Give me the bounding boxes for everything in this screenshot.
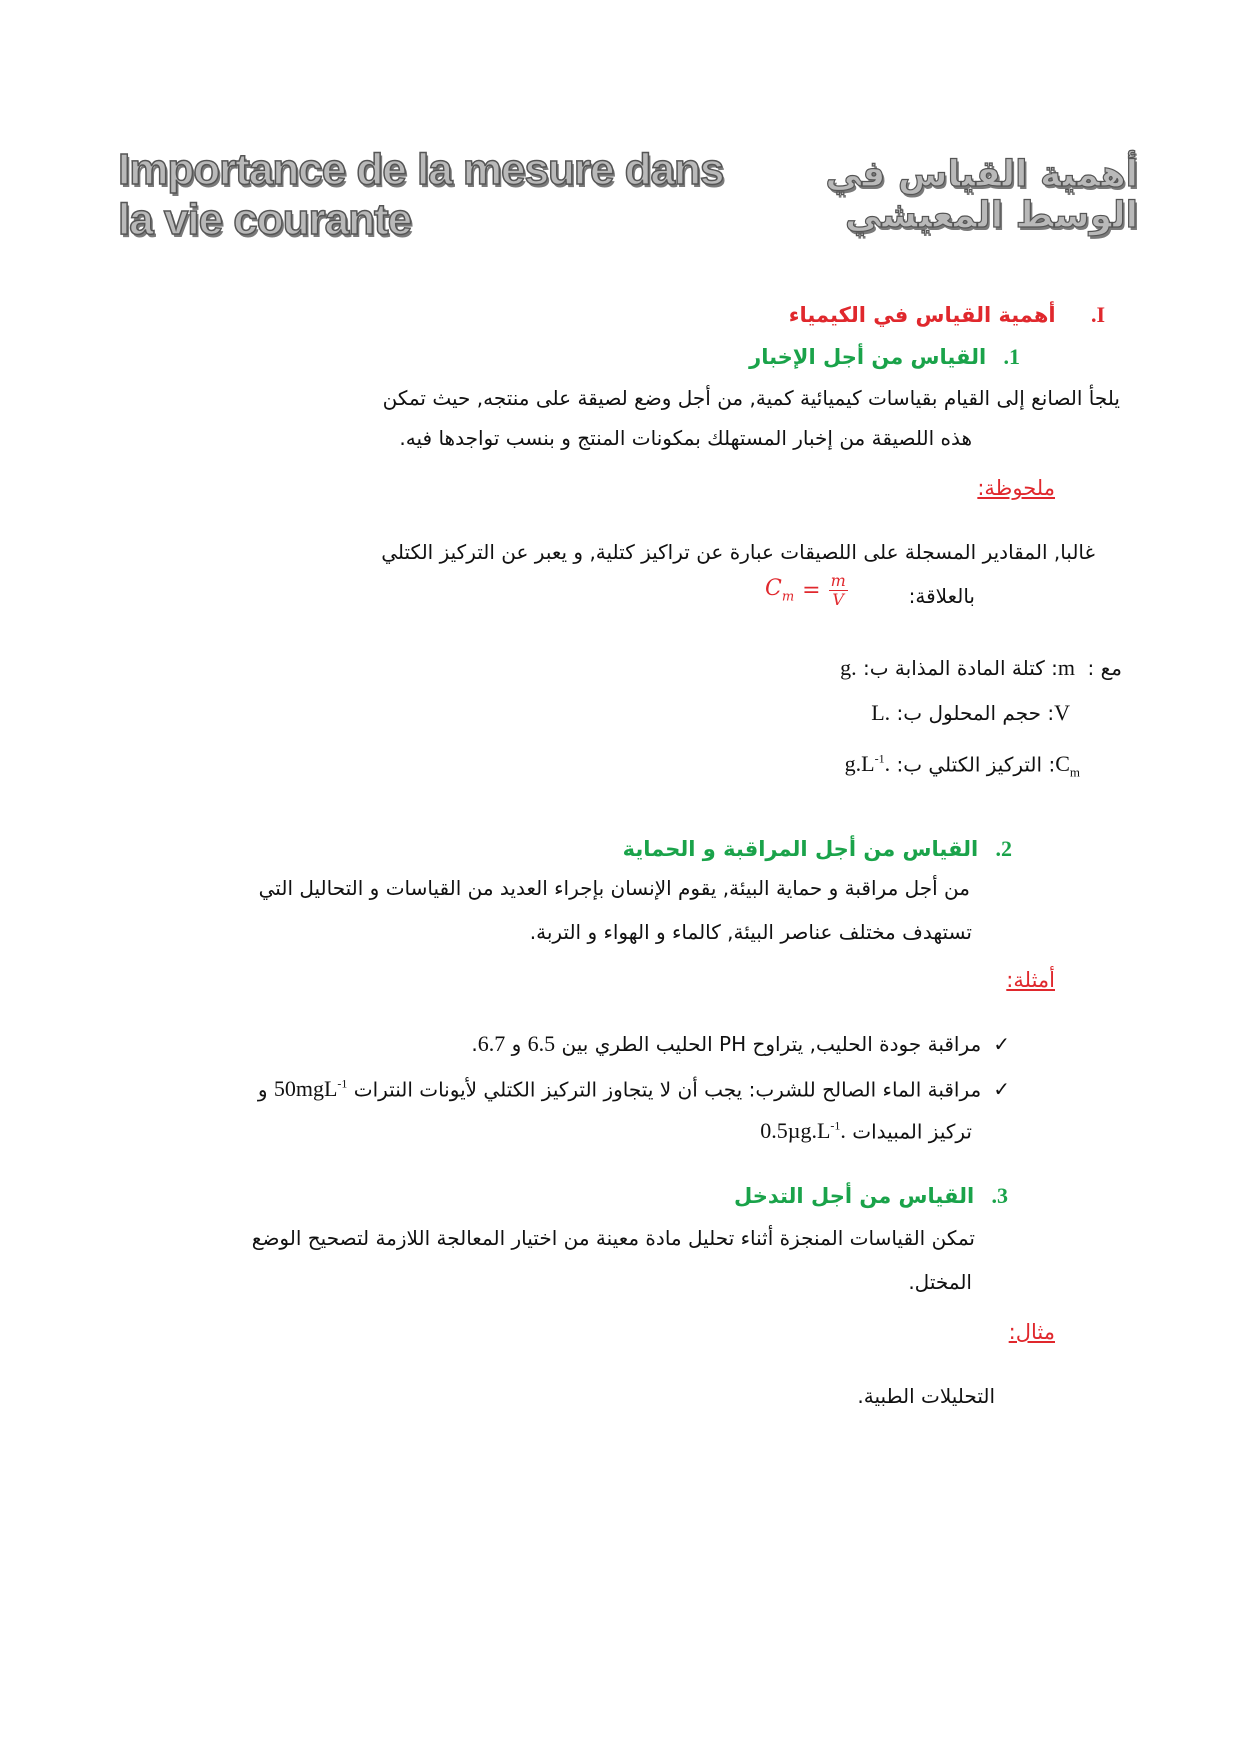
- formula-equals: =: [802, 578, 821, 603]
- variable-m: [375, 648, 1075, 688]
- subsection-2-title: القياس من أجل المراقبة و الحماية: [622, 837, 979, 861]
- subsection-1-title: القياس من أجل الإخبار: [749, 345, 987, 369]
- var-v-unit: L.: [871, 700, 891, 725]
- formula-lhs: [765, 576, 794, 604]
- paragraph-2-line-1: [30, 868, 970, 908]
- subsection-1-number: 1.: [1003, 344, 1020, 369]
- var-m-text: : كتلة المادة المذابة ب:: [856, 656, 1058, 680]
- example-text: التحليلات الطبية.: [857, 1384, 995, 1408]
- subsection-3-heading: [508, 1183, 1008, 1209]
- note-line-1: غالبا, المقادير المسجلة على اللصيقات عبارة عن تراكيز كتلية, و يعبر عن التركيز الكتلي: [381, 540, 1095, 564]
- subsection-3-title: القياس من أجل التدخل: [733, 1184, 975, 1208]
- section-number: I.: [1090, 302, 1105, 327]
- paragraph-3-line-2: المختل.: [908, 1270, 972, 1294]
- formula-c-sub: m: [781, 589, 795, 605]
- example-2: [130, 1064, 1010, 1109]
- paragraph-1-line-2: هذه اللصيقة من إخبار المستهلك بمكونات المنتج و بنسب تواجدها فيه.: [399, 426, 972, 450]
- variable-v: [370, 693, 1070, 733]
- note-label: ملحوظة:: [977, 476, 1055, 500]
- var-v-symbol: V: [1054, 700, 1070, 725]
- page-title: [118, 145, 1138, 244]
- var-m-symbol: m: [1057, 655, 1075, 680]
- paragraph-2-line-1-text: من أجل مراقبة و حماية البيئة, يقوم الإنسان بإجراء العديد من القياسات و التحاليل التي: [258, 876, 970, 900]
- example-2-pesticide-end: .: [840, 1118, 846, 1144]
- example-2-and: و: [257, 1077, 274, 1102]
- subsection-1-heading: [520, 344, 1020, 370]
- section-title: أهمية القياس في الكيمياء: [788, 303, 1056, 327]
- example-1-text: مراقبة جودة الحليب, يتراوح PH الحليب الطري بين: [555, 1032, 982, 1056]
- var-c-letter: C: [1055, 751, 1070, 777]
- checkmark-icon: ✓: [993, 1032, 1010, 1056]
- mass-concentration-formula: [765, 572, 848, 609]
- subsection-2-number: 2.: [995, 836, 1012, 861]
- var-c-unit: [845, 751, 890, 776]
- example-1-max: 6.7: [477, 1031, 506, 1056]
- example-2-line-2-text: تركيز المبيدات: [845, 1119, 972, 1144]
- example-1-and: و: [505, 1032, 528, 1056]
- formula-c: C: [765, 576, 782, 602]
- title-french: Importance de la mesure dans la vie courante: [118, 145, 724, 244]
- examples-label: أمثلة:: [1006, 968, 1055, 992]
- example-1-end: .: [471, 1032, 478, 1056]
- example-2-line-2: [272, 1106, 972, 1151]
- var-v-text: : حجم المحلول ب:: [890, 701, 1055, 725]
- example-2-text: مراقبة الماء الصالح للشرب: يجب أن لا يتجاوز التركيز الكتلي لأيونات النترات: [347, 1077, 982, 1102]
- example-2-limit-sup: -1: [337, 1077, 348, 1091]
- example-2-pesticide-limit: [760, 1118, 846, 1143]
- var-c-unit-sup: -1: [874, 752, 885, 766]
- var-m-unit: g.: [840, 655, 857, 680]
- example-2-limit-value: 50mgL: [273, 1076, 338, 1102]
- var-c-unit-base: g.L: [844, 751, 875, 777]
- var-c-text: : التركيز الكتلي ب:: [890, 752, 1056, 777]
- paragraph-2-line-2: تستهدف مختلف عناصر البيئة, كالماء و الهواء و التربة.: [529, 920, 972, 944]
- paragraph-1-line-1: يلجأ الصانع إلى القيام بقياسات كيميائية كمية, من أجل وضع لصيقة على منتجه, حيث تمكن: [382, 386, 1120, 410]
- example-1-min: 6.5: [527, 1031, 556, 1056]
- with-label: مع :: [1087, 656, 1122, 680]
- subsection-3-number: 3.: [991, 1183, 1008, 1208]
- example-2-pesticide-sup: -1: [830, 1119, 841, 1133]
- example-label: مثال:: [1008, 1320, 1055, 1344]
- formula-fraction: [829, 572, 848, 609]
- paragraph-3-line-1: تمكن القياسات المنجزة أثناء تحليل مادة معينة من اختيار المعالجة اللازمة لتصحيح الوضع: [251, 1226, 975, 1250]
- var-c-end: .: [884, 751, 891, 777]
- section-heading: [605, 302, 1105, 328]
- example-1: [130, 1024, 1010, 1064]
- formula-denominator: V: [832, 590, 844, 609]
- checkmark-icon: ✓: [993, 1077, 1010, 1102]
- var-c-sub: m: [1069, 764, 1080, 780]
- var-c-symbol: [1055, 751, 1080, 780]
- example-2-limit: [274, 1076, 348, 1101]
- formula-numerator: m: [830, 571, 846, 590]
- title-arabic: أهمية القياس في الوسط المعيشي: [825, 154, 1138, 236]
- example-2-pesticide-value: 0.5µg.L: [760, 1118, 831, 1144]
- note-line-2: بالعلاقة:: [908, 584, 975, 608]
- subsection-2-heading: [512, 836, 1012, 862]
- variable-cm: [380, 739, 1080, 793]
